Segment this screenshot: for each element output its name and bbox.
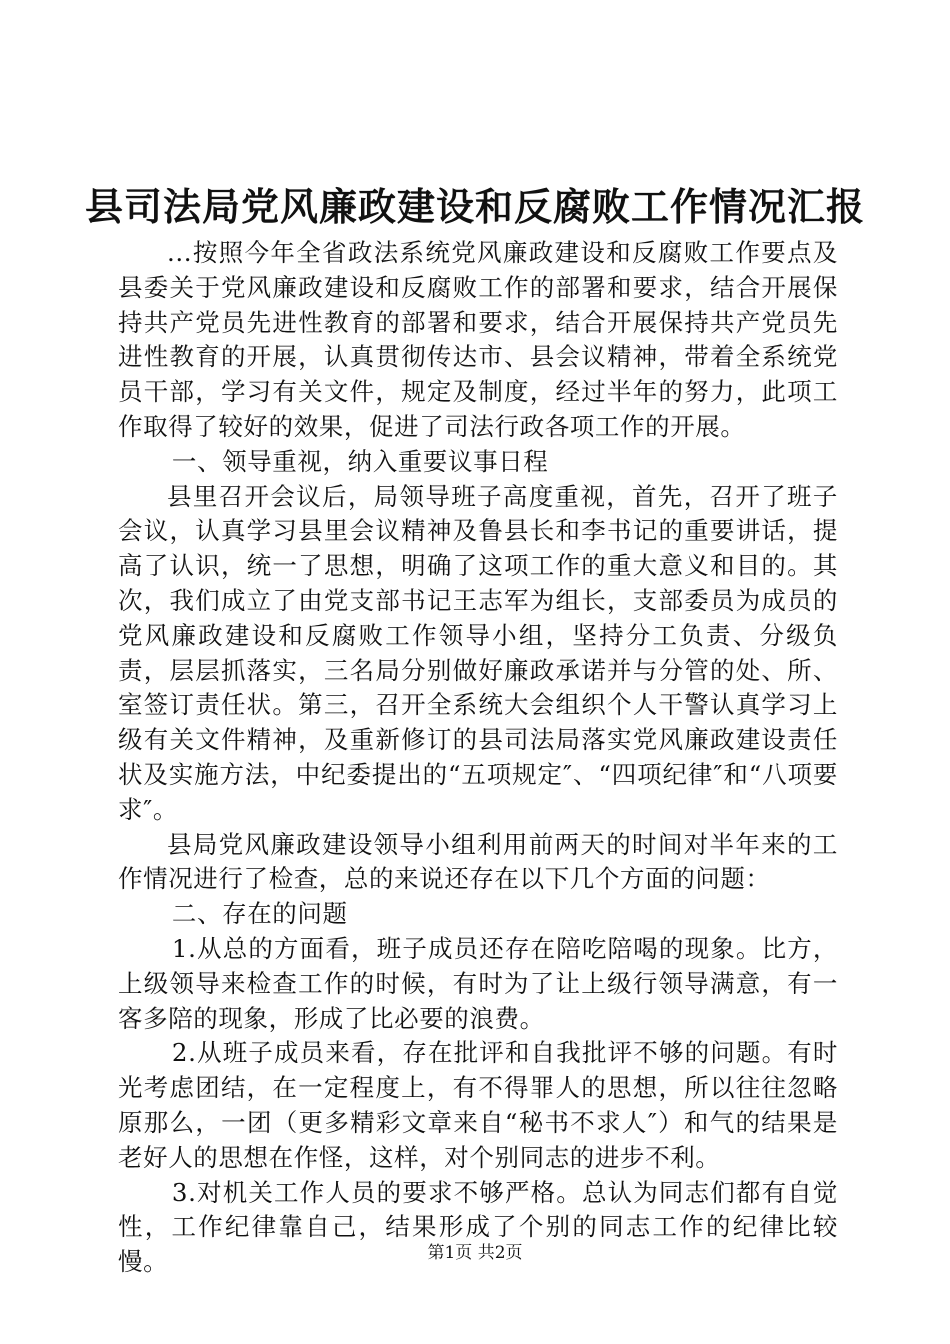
problem-item-2: 2.从班子成员来看，存在批评和自我批评不够的问题。有时光考虑团结，在一定程度上，有不得罪人的思想，所以往往忽略原那么，一团（更多精彩文章来自“秘书不求人″）和气的结果是老好人的思想在作怪，这样，对个别同志的进步不利。 bbox=[118, 1038, 838, 1172]
section-heading-problems: 二、存在的问题 bbox=[171, 899, 348, 929]
inspection-paragraph: 县局党风廉政建设领导小组利用前两天的时间对半年来的工作情况进行了检查，总的来说还存在以下几个方面的问题： bbox=[118, 829, 838, 894]
problem-item-3: 3.对机关工作人员的要求不够严格。总认为同志们都有自觉性，工作纪律靠自己，结果形成了个别的同志工作的纪律比较慢。 bbox=[118, 1177, 838, 1277]
section-heading-leadership: 一、领导重视，纳入重要议事日程 bbox=[171, 446, 549, 476]
page-number-footer: 第1页 共2页 bbox=[427, 1243, 523, 1263]
leadership-paragraph: 县里召开会议后，局领导班子高度重视，首先，召开了班子会议，认真学习县里会议精神及鲁县长和李书记的重要讲话，提高了认识，统一了思想，明确了这项工作的重大意义和目的。其次，我们成立了由党支部书记王志军为组长，支部委员为成员的党风廉政建设和反腐败工作领导小组，坚持分工负责、分级负责，层层抓落实，三名局分别做好廉政承诺并与分管的处、所、室签订责任状。第三，召开全系统大会组织个人干警认真学习上级有关文件精神，及重新修订的县司法局落实党风廉政建设责任状及实施方法，中纪委提出的“五项规定″、“四项纪律″和“八项要求″。 bbox=[118, 481, 838, 824]
document-title: 县司法局党风廉政建设和反腐败工作情况汇报 bbox=[84, 184, 865, 229]
document-body bbox=[118, 236, 838, 1280]
problem-item-1: 1.从总的方面看，班子成员还存在陪吃陪喝的现象。比方，上级领导来检查工作的时候，有时为了让上级行领导满意，有一客多陪的现象，形成了比必要的浪费。 bbox=[118, 933, 838, 1033]
intro-paragraph: ...按照今年全省政法系统党风廉政建设和反腐败工作要点及县委关于党风廉政建设和反腐败工作的部署和要求，结合开展保持共产党员先进性教育的部署和要求，结合开展保持共产党员先进性教育的开展，认真贯彻传达市、县会议精神，带着全系统党员干部，学习有关文件，规定及制度，经过半年的努力，此项工作取得了较好的效果，促进了司法行政各项工作的开展。 bbox=[118, 238, 838, 441]
